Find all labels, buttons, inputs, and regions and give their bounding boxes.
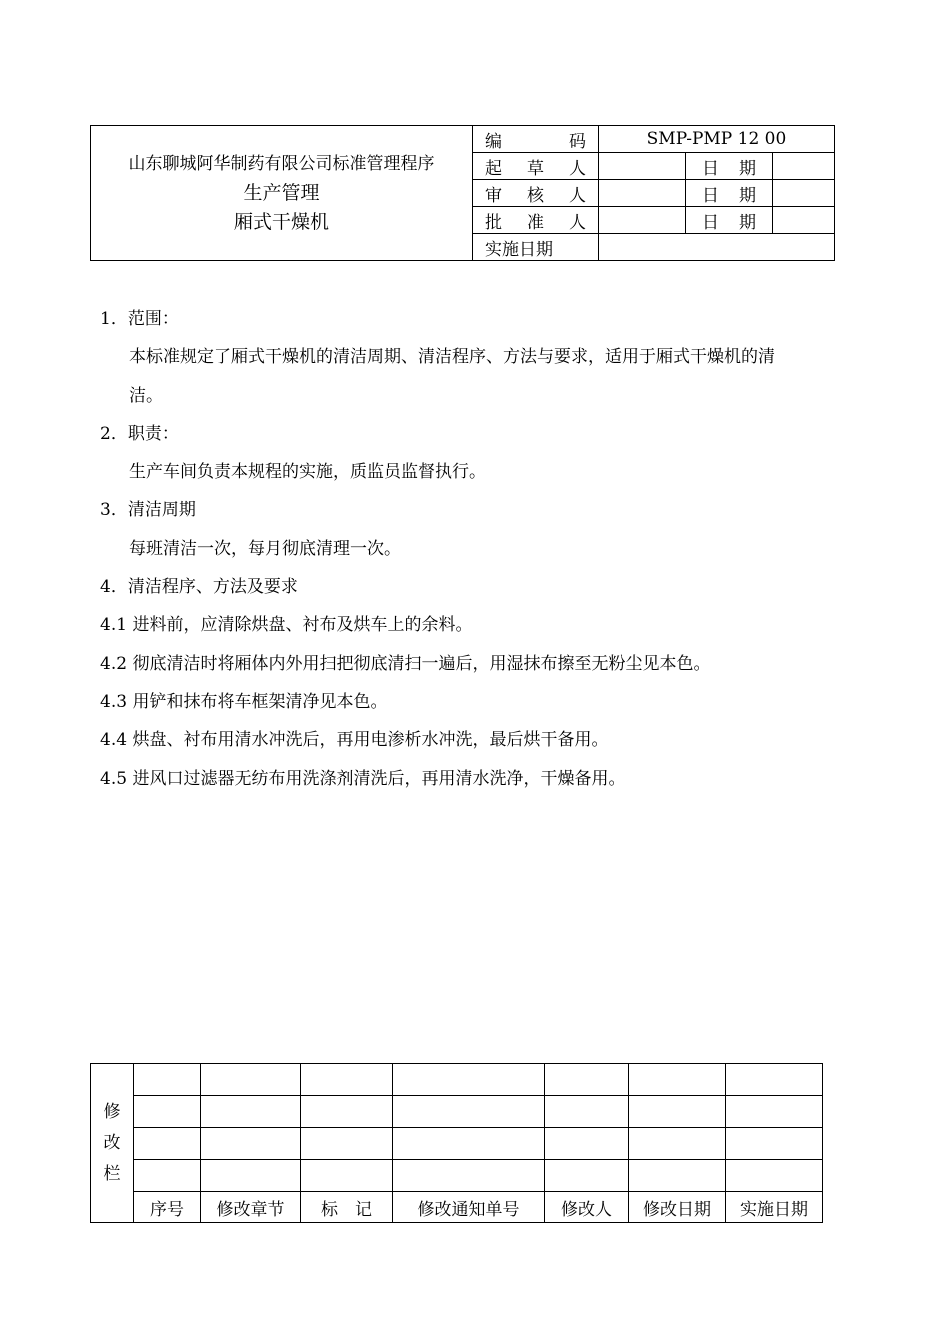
approver-label: 批 准 人 bbox=[473, 207, 599, 234]
revision-col-effective: 实施日期 bbox=[726, 1192, 823, 1223]
step-item: 4.4 烘盘、衬布用清水冲洗后，再用电渗析水冲洗，最后烘干备用。 bbox=[100, 730, 609, 751]
effective-date-label: 实施日期 bbox=[473, 234, 599, 261]
revision-cell bbox=[393, 1128, 545, 1160]
revision-cell bbox=[301, 1160, 393, 1192]
revision-cell bbox=[726, 1128, 823, 1160]
document-title: 厢式干燥机 bbox=[233, 210, 329, 233]
drafter-date-value bbox=[773, 153, 835, 180]
revision-cell bbox=[545, 1128, 629, 1160]
drafter-date-label: 日 期 bbox=[686, 153, 773, 180]
revision-cell bbox=[545, 1064, 629, 1096]
code-value: SMP-PMP 12 00 bbox=[599, 126, 835, 153]
revision-cell bbox=[301, 1128, 393, 1160]
revision-cell bbox=[629, 1096, 726, 1128]
revision-cell bbox=[301, 1064, 393, 1096]
revision-cell bbox=[134, 1096, 201, 1128]
revision-cell bbox=[629, 1064, 726, 1096]
approver-date-label: 日 期 bbox=[686, 207, 773, 234]
section-text: 本标准规定了厢式干燥机的清洁周期、清洁程序、方法与要求，适用于厢式干燥机的清 bbox=[129, 347, 775, 368]
step-item: 4.2 彻底清洁时将厢体内外用扫把彻底清扫一遍后，用湿抹布擦至无粉尘见本色。 bbox=[100, 653, 711, 674]
reviewer-date-value bbox=[773, 180, 835, 207]
revision-cell bbox=[201, 1096, 301, 1128]
revision-cell bbox=[201, 1064, 301, 1096]
revision-side-label: 修 改 栏 bbox=[91, 1064, 134, 1223]
effective-date-value bbox=[599, 234, 835, 261]
revision-cell bbox=[545, 1160, 629, 1192]
company-title-cell bbox=[91, 126, 473, 261]
approver-value bbox=[599, 207, 686, 234]
revision-cell bbox=[134, 1160, 201, 1192]
revision-col-notice: 修改通知单号 bbox=[393, 1192, 545, 1223]
document-header-table bbox=[90, 125, 835, 261]
revision-cell bbox=[726, 1064, 823, 1096]
revision-cell bbox=[545, 1096, 629, 1128]
step-item: 4.5 进风口过滤器无纺布用洗涤剂清洗后，再用清水洗净，干燥备用。 bbox=[100, 768, 626, 789]
section-heading: 2．职责： bbox=[100, 423, 179, 444]
section-text: 每班清洁一次，每月彻底清理一次。 bbox=[129, 538, 401, 559]
drafter-value bbox=[599, 153, 686, 180]
revision-cell bbox=[134, 1064, 201, 1096]
revision-cell bbox=[393, 1096, 545, 1128]
revision-col-mark: 标 记 bbox=[301, 1192, 393, 1223]
reviewer-label: 审 核 人 bbox=[473, 180, 599, 207]
drafter-label: 起 草 人 bbox=[473, 153, 599, 180]
section-text: 生产车间负责本规程的实施，质监员监督执行。 bbox=[129, 462, 486, 483]
revision-cell bbox=[134, 1128, 201, 1160]
revision-cell bbox=[393, 1160, 545, 1192]
step-item: 4.1 进料前，应清除烘盘、衬布及烘车上的余料。 bbox=[100, 615, 473, 636]
revision-table bbox=[90, 1063, 823, 1223]
approver-date-value bbox=[773, 207, 835, 234]
document-body bbox=[100, 300, 870, 798]
code-label: 编 码 bbox=[473, 126, 599, 153]
revision-col-section: 修改章节 bbox=[201, 1192, 301, 1223]
revision-cell bbox=[629, 1160, 726, 1192]
revision-cell bbox=[301, 1096, 393, 1128]
step-item: 4.3 用铲和抹布将车框架清净见本色。 bbox=[100, 691, 388, 712]
section-heading: 1．范围： bbox=[100, 309, 179, 329]
section-text: 洁。 bbox=[129, 385, 163, 406]
revision-cell bbox=[629, 1128, 726, 1160]
reviewer-value bbox=[599, 180, 686, 207]
revision-cell bbox=[201, 1128, 301, 1160]
revision-col-modifier: 修改人 bbox=[545, 1192, 629, 1223]
revision-cell bbox=[726, 1096, 823, 1128]
category-title: 生产管理 bbox=[243, 181, 320, 204]
revision-col-date: 修改日期 bbox=[629, 1192, 726, 1223]
revision-cell bbox=[201, 1160, 301, 1192]
section-heading: 3．清洁周期 bbox=[100, 500, 196, 521]
reviewer-date-label: 日 期 bbox=[686, 180, 773, 207]
revision-cell bbox=[726, 1160, 823, 1192]
revision-cell bbox=[393, 1064, 545, 1096]
section-heading: 4．清洁程序、方法及要求 bbox=[100, 577, 298, 598]
revision-col-no: 序号 bbox=[134, 1192, 201, 1223]
company-title: 山东聊城阿华制药有限公司标准管理程序 bbox=[128, 153, 435, 174]
